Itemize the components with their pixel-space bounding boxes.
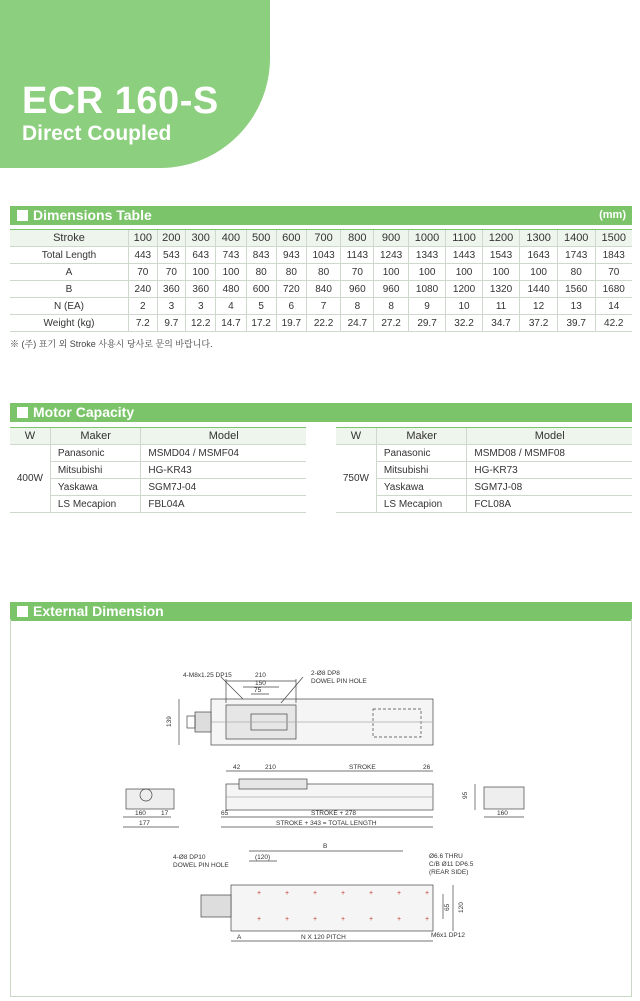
column-header: Model — [467, 428, 632, 445]
cell: 3 — [186, 298, 216, 315]
cell: 80 — [306, 264, 340, 281]
cell: 720 — [276, 281, 306, 298]
cell: 6 — [276, 298, 306, 315]
maker-cell: Yaskawa — [376, 479, 467, 496]
cell: 1043 — [306, 247, 340, 264]
model-cell: FCL08A — [467, 496, 632, 513]
hole-marker: + — [313, 916, 318, 923]
cell: 100 — [374, 264, 408, 281]
table-row — [10, 496, 306, 513]
dim-75: 75 — [254, 687, 262, 694]
square-bullet-icon — [17, 210, 28, 221]
cell: 80 — [557, 264, 595, 281]
dim-65: 65 — [221, 810, 229, 817]
pin-label: 2-Ø8 DP8 — [311, 670, 340, 677]
product-subtitle: Direct Coupled — [22, 122, 172, 145]
cell: 1440 — [520, 281, 558, 298]
column-header: Model — [141, 428, 306, 445]
cell: 39.7 — [557, 315, 595, 332]
cell: 14.7 — [216, 315, 246, 332]
top-view — [179, 677, 433, 745]
model-cell: MSMD04 / MSMF04 — [141, 445, 306, 462]
dim-17: 17 — [161, 810, 169, 817]
thru-label-1: Ø6.6 THRU — [429, 853, 463, 860]
dim-row — [10, 298, 632, 315]
motor-section-header — [10, 403, 632, 422]
motor-table-400w — [10, 427, 306, 513]
cell: 10 — [446, 298, 482, 315]
cell: 1000 — [408, 230, 446, 247]
cell: 1543 — [482, 247, 520, 264]
table-row — [336, 445, 632, 462]
cell: 960 — [341, 281, 374, 298]
tap-m6-label: M6x1 DP12 — [431, 932, 465, 939]
dimensions-title: Dimensions Table — [33, 207, 152, 223]
cell: 1443 — [446, 247, 482, 264]
cell: 840 — [306, 281, 340, 298]
hole-marker: + — [341, 890, 346, 897]
dim-pitch: N X 120 PITCH — [301, 934, 346, 941]
cell: 4 — [216, 298, 246, 315]
maker-cell: LS Mecapion — [376, 496, 467, 513]
cell: 543 — [157, 247, 186, 264]
cell: 13 — [557, 298, 595, 315]
motor-table-750w — [336, 427, 632, 513]
dim-160-end: 160 — [497, 810, 508, 817]
cell: 960 — [374, 281, 408, 298]
model-cell: HG-KR73 — [467, 462, 632, 479]
maker-cell: Panasonic — [50, 445, 141, 462]
cell: 37.2 — [520, 315, 558, 332]
table-row — [336, 479, 632, 496]
cell: 100 — [129, 230, 158, 247]
cell: 8 — [374, 298, 408, 315]
cell: 443 — [129, 247, 158, 264]
cell: 1343 — [408, 247, 446, 264]
pin-label-bottom: 4-Ø8 DP10 — [173, 854, 206, 861]
column-header: Maker — [376, 428, 467, 445]
dim-row — [10, 281, 632, 298]
square-bullet-icon — [17, 606, 28, 617]
maker-cell: Mitsubishi — [376, 462, 467, 479]
cell: 70 — [157, 264, 186, 281]
dim-42: 42 — [233, 764, 241, 771]
cell: 5 — [246, 298, 276, 315]
cell: 1560 — [557, 281, 595, 298]
square-bullet-icon — [17, 407, 28, 418]
cell: 360 — [157, 281, 186, 298]
dim-160: 160 — [135, 810, 146, 817]
cell: 7.2 — [129, 315, 158, 332]
motor-title: Motor Capacity — [33, 404, 135, 420]
cell: 32.2 — [446, 315, 482, 332]
pin-label-bottom-2: DOWEL PIN HOLE — [173, 862, 229, 869]
cell: 1200 — [446, 281, 482, 298]
dim-b: B — [323, 843, 328, 850]
column-header: W — [336, 428, 376, 445]
dim-210-side: 210 — [265, 764, 276, 771]
cell: 1300 — [520, 230, 558, 247]
hole-marker: + — [397, 916, 402, 923]
cell: 843 — [246, 247, 276, 264]
bottom-view — [201, 851, 453, 941]
dim-120-pitch: (120) — [255, 854, 271, 861]
cell: 3 — [157, 298, 186, 315]
dim-a: A — [237, 934, 242, 941]
cell: 42.2 — [595, 315, 632, 332]
cell: 100 — [408, 264, 446, 281]
cell: 800 — [341, 230, 374, 247]
unit-label: (mm) — [599, 209, 626, 221]
cell: 24.7 — [341, 315, 374, 332]
cell: 240 — [129, 281, 158, 298]
cell: 7 — [306, 298, 340, 315]
dim-row — [10, 230, 632, 247]
dim-row — [10, 264, 632, 281]
row-label: Stroke — [10, 230, 129, 247]
cell: 100 — [186, 264, 216, 281]
cell: 34.7 — [482, 315, 520, 332]
model-cell: MSMD08 / MSMF08 — [467, 445, 632, 462]
dim-26: 26 — [423, 764, 431, 771]
cell: 600 — [246, 281, 276, 298]
hole-marker: + — [313, 890, 318, 897]
dim-210: 210 — [255, 672, 266, 679]
row-label: N (EA) — [10, 298, 129, 315]
dimensions-section-header — [10, 206, 632, 225]
cell: 943 — [276, 247, 306, 264]
hole-marker: + — [285, 916, 290, 923]
model-cell: HG-KR43 — [141, 462, 306, 479]
maker-cell: Mitsubishi — [50, 462, 141, 479]
tap-label: 4-M8x1.25 DP15 — [183, 672, 232, 679]
cell: 1743 — [557, 247, 595, 264]
cell: 80 — [276, 264, 306, 281]
cell: 2 — [129, 298, 158, 315]
row-label: B — [10, 281, 129, 298]
hole-marker: + — [285, 890, 290, 897]
cell: 643 — [186, 247, 216, 264]
cell: 22.2 — [306, 315, 340, 332]
table-row — [336, 496, 632, 513]
cell: 1500 — [595, 230, 632, 247]
cell: 900 — [374, 230, 408, 247]
dim-177: 177 — [139, 820, 150, 827]
thru-label-3: (REAR SIDE) — [429, 869, 469, 876]
dim-total-length: STROKE + 343 = TOTAL LENGTH — [276, 820, 377, 827]
cell: 600 — [276, 230, 306, 247]
cell: 500 — [246, 230, 276, 247]
hole-marker: + — [425, 916, 430, 923]
cell: 1100 — [446, 230, 482, 247]
cell: 29.7 — [408, 315, 446, 332]
wattage-cell: 750W — [336, 445, 376, 513]
hole-marker: + — [369, 916, 374, 923]
maker-cell: Panasonic — [376, 445, 467, 462]
cell: 1843 — [595, 247, 632, 264]
cell: 17.2 — [246, 315, 276, 332]
product-title: ECR 160-S — [22, 80, 219, 122]
column-header: Maker — [50, 428, 141, 445]
dim-139: 139 — [166, 716, 173, 727]
dim-120-bottom: 120 — [458, 902, 465, 913]
column-header: W — [10, 428, 50, 445]
row-label: Weight (kg) — [10, 315, 129, 332]
hero-banner — [0, 0, 270, 168]
cell: 14 — [595, 298, 632, 315]
cell: 1643 — [520, 247, 558, 264]
hole-marker: + — [397, 890, 402, 897]
cell: 300 — [186, 230, 216, 247]
cell: 19.7 — [276, 315, 306, 332]
hole-marker: + — [425, 890, 430, 897]
cell: 1200 — [482, 230, 520, 247]
cell: 743 — [216, 247, 246, 264]
note-text: ※ (주) 표기 외 Stroke 사용시 당사로 문의 바랍니다. — [10, 339, 213, 349]
cell: 9.7 — [157, 315, 186, 332]
cell: 8 — [341, 298, 374, 315]
maker-cell: LS Mecapion — [50, 496, 141, 513]
cell: 9 — [408, 298, 446, 315]
cell: 12.2 — [186, 315, 216, 332]
row-label: A — [10, 264, 129, 281]
cell: 100 — [216, 264, 246, 281]
cell: 1143 — [341, 247, 374, 264]
table-row — [10, 462, 306, 479]
dimensions-table — [10, 229, 632, 332]
dim-row — [10, 315, 632, 332]
cell: 1320 — [482, 281, 520, 298]
cell: 70 — [129, 264, 158, 281]
dim-95: 95 — [462, 791, 469, 799]
cell: 80 — [246, 264, 276, 281]
cell: 70 — [595, 264, 632, 281]
cell: 1080 — [408, 281, 446, 298]
maker-cell: Yaskawa — [50, 479, 141, 496]
hole-marker: + — [369, 890, 374, 897]
cell: 400 — [216, 230, 246, 247]
external-dimension-panel — [10, 619, 632, 997]
cell: 360 — [186, 281, 216, 298]
thru-label-2: C/B Ø11 DP6.5 — [429, 861, 474, 868]
cell: 27.2 — [374, 315, 408, 332]
hole-marker: + — [257, 890, 262, 897]
cell: 480 — [216, 281, 246, 298]
cell: 100 — [482, 264, 520, 281]
cell: 12 — [520, 298, 558, 315]
external-title: External Dimension — [33, 603, 164, 619]
hole-marker: + — [257, 916, 262, 923]
row-label: Total Length — [10, 247, 129, 264]
cell: 1680 — [595, 281, 632, 298]
table-row — [10, 445, 306, 462]
cell: 1243 — [374, 247, 408, 264]
model-cell: FBL04A — [141, 496, 306, 513]
dim-150: 150 — [255, 680, 266, 687]
cell: 100 — [446, 264, 482, 281]
cell: 100 — [520, 264, 558, 281]
dim-stroke-278: STROKE + 278 — [311, 810, 356, 817]
cell: 70 — [341, 264, 374, 281]
dim-65-bottom: 65 — [444, 903, 451, 911]
cell: 700 — [306, 230, 340, 247]
pin-label-2: DOWEL PIN HOLE — [311, 678, 367, 685]
dim-row — [10, 247, 632, 264]
dim-stroke: STROKE — [349, 764, 376, 771]
hole-marker: + — [341, 916, 346, 923]
model-cell: SGM7J-08 — [467, 479, 632, 496]
model-cell: SGM7J-04 — [141, 479, 306, 496]
cell: 1400 — [557, 230, 595, 247]
cell: 200 — [157, 230, 186, 247]
table-row — [336, 462, 632, 479]
drawing — [11, 619, 631, 995]
cell: 11 — [482, 298, 520, 315]
table-row — [10, 479, 306, 496]
wattage-cell: 400W — [10, 445, 50, 513]
